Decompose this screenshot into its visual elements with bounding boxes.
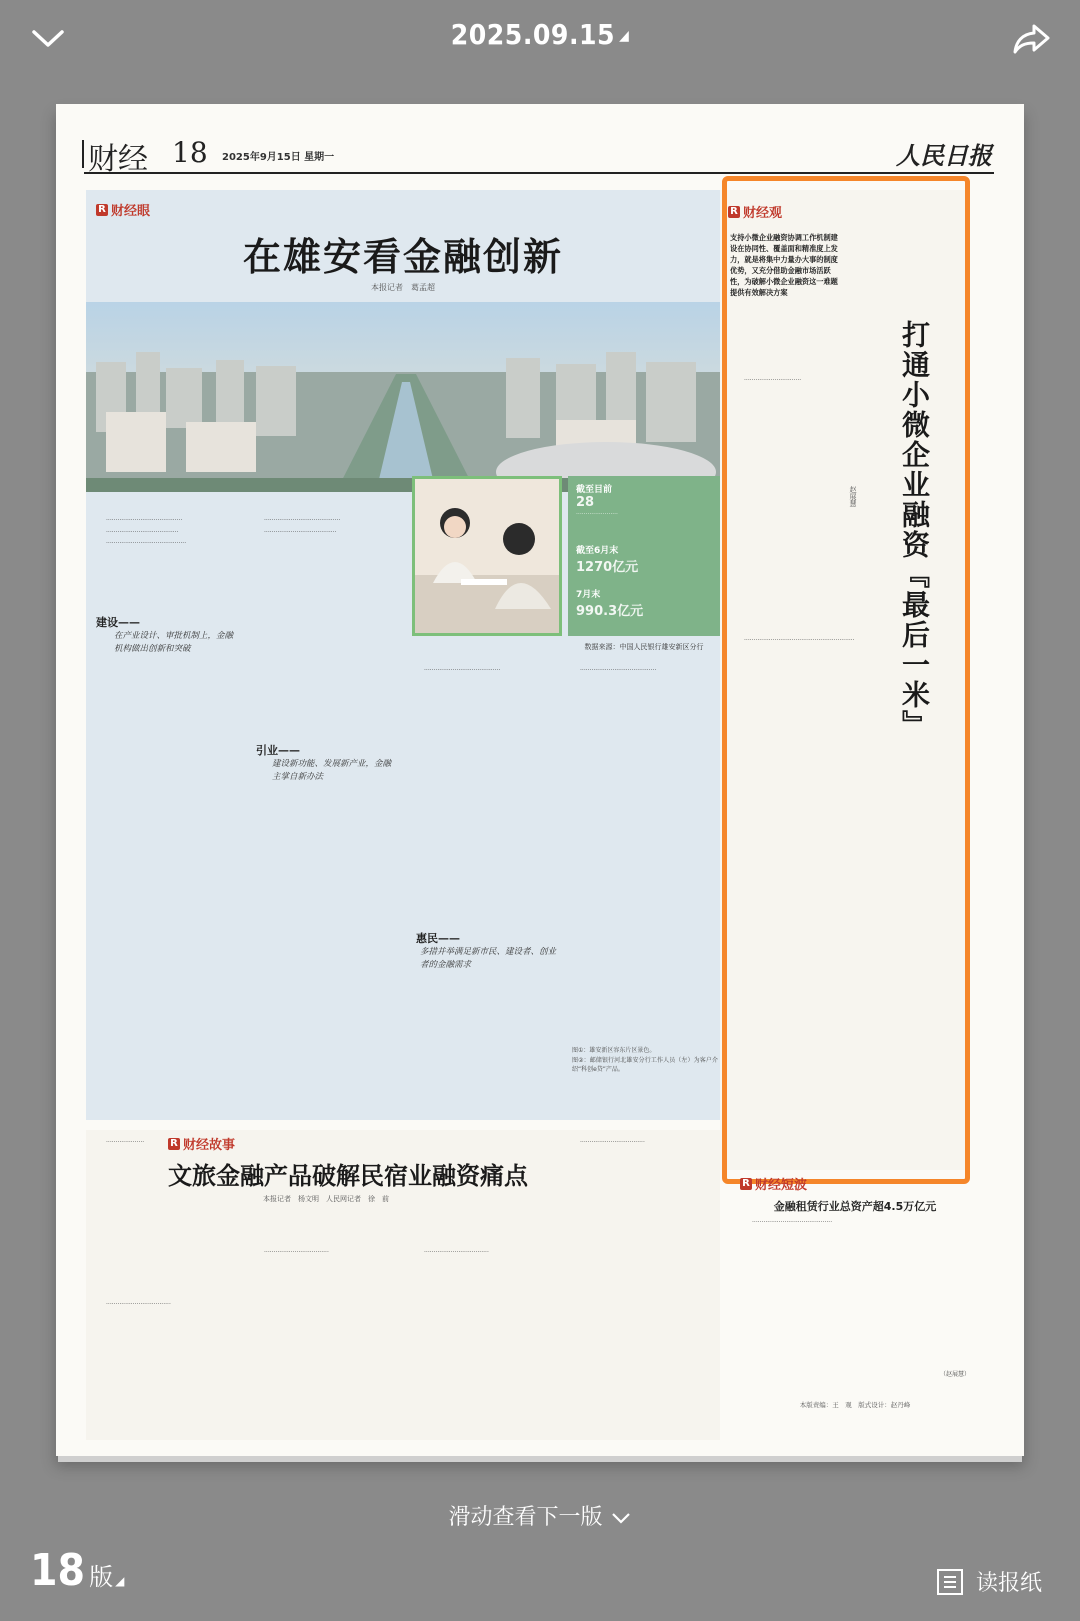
feature-title: 在雄安看金融创新	[242, 234, 563, 279]
selected-article-highlight[interactable]	[722, 176, 970, 1184]
triangle-icon: ◢	[115, 1574, 125, 1588]
feature-article[interactable]	[86, 190, 720, 1120]
r-logo-icon: R	[168, 1138, 180, 1150]
share-icon[interactable]	[1010, 18, 1054, 58]
story-byline: 本报记者 杨文明 人民网记者 徐 前	[263, 1195, 389, 1203]
brief-body: ··········································	[752, 1219, 833, 1226]
data-source: 数据来源：中国人民银行雄安新区分行	[584, 643, 704, 651]
article-body-column: ··································	[424, 1249, 489, 1256]
article-body-column: ········································ ······································ ··········································	[106, 517, 187, 548]
next-page-hint[interactable]: 滑动查看下一版	[0, 1500, 1080, 1531]
article-body-column: ········································ ······································	[264, 517, 341, 536]
read-label: 读报纸	[976, 1571, 1043, 1596]
stat-heading: 7月末	[576, 590, 601, 600]
article-body-column: ··································	[580, 1139, 645, 1146]
triangle-icon: ◢	[619, 28, 630, 44]
brief-title: 金融租赁行业总资产超4.5万亿元	[773, 1200, 937, 1213]
stat-heading: 截至6月末	[576, 546, 619, 556]
brief-signature: （赵展慧）	[939, 1371, 970, 1378]
masthead-date: 2025年9月15日 星期一	[222, 152, 335, 163]
masthead	[84, 134, 994, 177]
section-tag: R 财经观	[728, 202, 782, 221]
stat-value: 990.3亿元	[576, 604, 644, 619]
newspaper-page[interactable]	[56, 104, 1024, 1456]
photo-caption: 图①：雄安新区容东片区景色。 图②：邮储银行河北雄安分行工作人员（左）为客户介绍“科创e贷”产品。	[572, 1047, 718, 1074]
r-logo-icon: R	[740, 1178, 752, 1190]
stat-value: 28	[576, 495, 595, 510]
subhead: 惠民——	[416, 932, 460, 945]
r-logo-icon: R	[96, 204, 108, 216]
article-body-column: ··································	[106, 1301, 171, 1308]
read-newspaper-button[interactable]	[936, 1566, 1042, 1597]
issue-date-selector[interactable]	[0, 18, 1080, 51]
commentary-title: 打通小微企业融资『最后一米』	[898, 320, 931, 740]
page-credits: 本版责编：王 观 版式设计：赵丹峰	[799, 1401, 911, 1409]
current-page-number: 18	[30, 1545, 86, 1596]
list-icon	[936, 1568, 964, 1596]
page-selector[interactable]	[30, 1545, 124, 1596]
article-body-column: ········································	[424, 667, 501, 674]
article-body-column: ········································	[580, 667, 657, 674]
story-title: 文旅金融产品破解民宿业融资痛点	[168, 1161, 528, 1190]
page-number: 18	[172, 136, 208, 169]
stat-heading: 截至目前	[576, 485, 613, 495]
article-body-column: ····················	[106, 1139, 145, 1146]
issue-date: 2025.09.15	[450, 18, 616, 51]
top-bar	[0, 0, 1080, 80]
bank-staff-photo	[412, 476, 562, 636]
article-body-column: ······························	[744, 377, 802, 384]
subhead-quote: 建设新功能、发展新产业，金融主掌自新办法	[272, 759, 392, 782]
section-tag: R 财经故事	[168, 1134, 235, 1153]
article-body-column: ··································	[264, 1249, 329, 1256]
section-tag: R 财经短波	[740, 1174, 807, 1193]
newspaper-logo: 人民日报	[896, 141, 992, 170]
article-body-column: ··························································	[744, 637, 855, 644]
stat-value: 1270亿元	[576, 560, 639, 575]
section-name: 财经	[88, 134, 148, 178]
subhead: 引业——	[256, 744, 300, 757]
commentary-author: 赵展慧	[849, 486, 857, 507]
commentary-deck: 支持小微企业融资协调工作机制建设在协同性、覆盖面和精准度上发力，就是将集中力量办大事的制度优势，又充分借助金融市场活跃性，为破解小微企业融资这一难题提供有效解决方案	[730, 233, 838, 297]
section-tag: R 财经眼	[96, 200, 150, 219]
subhead-quote: 在产业设计、审批机制上，金融机构做出创新和突破	[114, 631, 234, 654]
r-logo-icon: R	[728, 206, 740, 218]
subhead-quote: 多措并举满足新市民、建设者、创业者的金融需求	[420, 947, 557, 970]
page-suffix: 版	[89, 1563, 114, 1591]
chevron-down-icon	[610, 1511, 632, 1525]
subhead: 建设——	[96, 616, 140, 629]
city-aerial-photo	[86, 302, 720, 492]
statistics-infobox: 截至目前 28 ······················ 截至6月末 1270亿元 7月末 990.3亿元	[568, 476, 720, 636]
feature-byline: 本报记者 葛孟超	[371, 283, 435, 292]
